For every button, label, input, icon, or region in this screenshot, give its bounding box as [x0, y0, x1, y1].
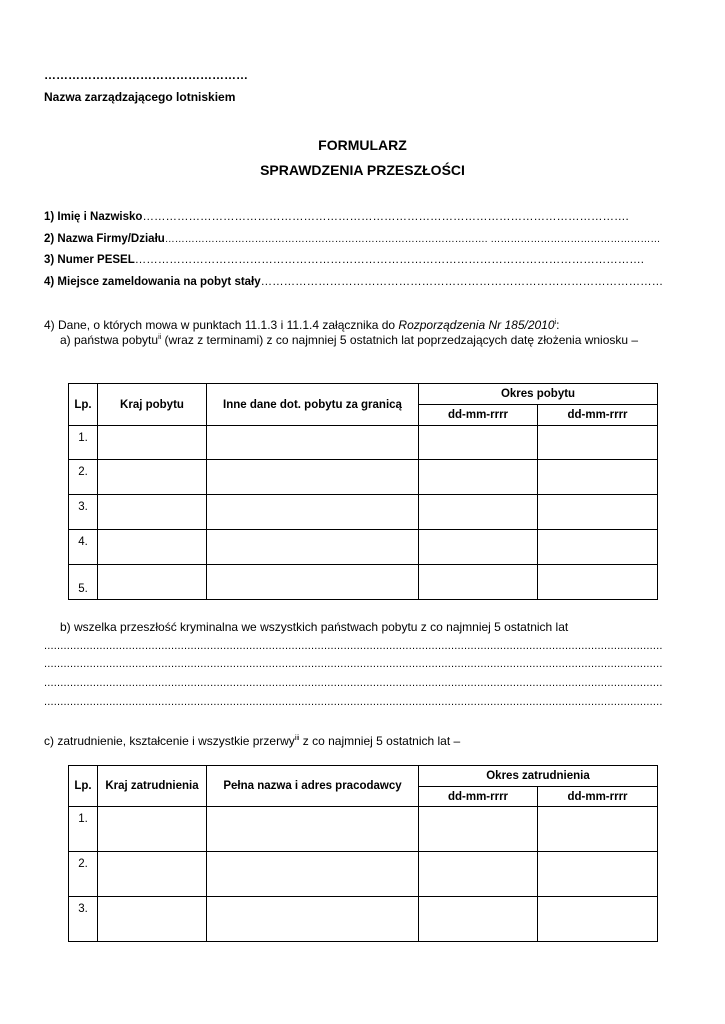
- section4-intro-end: :: [556, 318, 560, 332]
- footnote-ref-ii: ii: [158, 334, 162, 341]
- field-pesel-fill[interactable]: …………………………………………………………………………………………………………………….: [134, 254, 644, 266]
- section-c-start: c) zatrudnienie, kształcenie i wszystkie przerwy: [44, 734, 295, 748]
- table-row: [69, 897, 658, 942]
- section4-intro: [44, 318, 559, 332]
- employment-header-date-from: dd-mm-rrrr: [419, 787, 538, 807]
- regulation-reference: Rozporządzenia Nr 185/2010: [398, 318, 555, 332]
- residence-cell-country[interactable]: [98, 565, 207, 600]
- field-residence[interactable]: [44, 276, 666, 288]
- form-title: FORMULARZ: [318, 137, 407, 153]
- residence-header-country: Kraj pobytu: [98, 384, 207, 426]
- residence-cell-other[interactable]: [207, 565, 419, 600]
- section-b-text: b) wszelka przeszłość kryminalna we wszystkich państwach pobytu z co najmniej 5 ostatnich lat: [60, 620, 569, 634]
- row-number: 2.: [69, 460, 98, 495]
- row-number: 1.: [69, 426, 98, 460]
- residence-cell-other[interactable]: [207, 530, 419, 565]
- residence-cell-country[interactable]: [98, 460, 207, 495]
- field-pesel[interactable]: [44, 254, 666, 266]
- table-row: [69, 807, 658, 852]
- section-c-end: z co najmniej 5 ostatnich lat –: [299, 734, 461, 748]
- residence-cell-to[interactable]: [538, 426, 658, 460]
- employment-cell-from[interactable]: [419, 897, 538, 942]
- employment-header-lp: Lp.: [69, 766, 98, 807]
- row-number: 1.: [69, 807, 98, 852]
- criminal-record-line[interactable]: ..............................................................................................................................................................................................: [44, 658, 663, 670]
- employment-cell-employer[interactable]: [207, 897, 419, 942]
- table-row: [69, 852, 658, 897]
- residence-table: [68, 383, 658, 600]
- table-row: [69, 530, 658, 565]
- field-company[interactable]: [44, 233, 666, 245]
- airport-operator-label: Nazwa zarządzającego lotniskiem: [44, 90, 236, 104]
- field-company-fill[interactable]: ……………………………………………………………………………………. ……………………………………………: [164, 234, 661, 245]
- residence-cell-from[interactable]: [419, 460, 538, 495]
- section4-a-text: [60, 333, 638, 347]
- residence-cell-country[interactable]: [98, 530, 207, 565]
- row-number: 2.: [69, 852, 98, 897]
- employment-cell-to[interactable]: [538, 852, 658, 897]
- field-residence-label: 4) Miejsce zameldowania na pobyt stały: [44, 276, 261, 288]
- residence-cell-other[interactable]: [207, 460, 419, 495]
- employment-header-country: Kraj zatrudnienia: [98, 766, 207, 807]
- criminal-record-line[interactable]: ..............................................................................................................................................................................................: [44, 640, 663, 652]
- table-row: [69, 460, 658, 495]
- criminal-record-line[interactable]: ..............................................................................................................................................................................................: [44, 696, 663, 708]
- residence-cell-country[interactable]: [98, 426, 207, 460]
- employment-cell-country[interactable]: [98, 807, 207, 852]
- residence-header-date-to: dd-mm-rrrr: [538, 405, 658, 426]
- employment-cell-to[interactable]: [538, 807, 658, 852]
- employment-cell-employer[interactable]: [207, 807, 419, 852]
- table-row: [69, 565, 658, 600]
- table-row: [69, 426, 658, 460]
- employment-cell-country[interactable]: [98, 897, 207, 942]
- residence-header-date-from: dd-mm-rrrr: [419, 405, 538, 426]
- residence-header-other: Inne dane dot. pobytu za granicą: [207, 384, 419, 426]
- section4-a-start: a) państwa pobytu: [60, 333, 159, 347]
- section4-a-end: (wraz z terminami) z co najmniej 5 ostatnich lat poprzedzających datę złożenia wniosku –: [161, 333, 639, 347]
- residence-header-period: Okres pobytu: [419, 384, 658, 405]
- residence-cell-country[interactable]: [98, 495, 207, 530]
- form-subtitle: SPRAWDZENIA PRZESZŁOŚCI: [260, 162, 465, 178]
- employment-header-employer: Pełna nazwa i adres pracodawcy: [207, 766, 419, 807]
- field-name[interactable]: [44, 211, 666, 223]
- field-name-fill[interactable]: ……………………………………………………………………………………………………………….: [142, 211, 629, 223]
- criminal-record-line[interactable]: ..............................................................................................................................................................................................: [44, 677, 663, 689]
- residence-cell-from[interactable]: [419, 426, 538, 460]
- residence-cell-from[interactable]: [419, 565, 538, 600]
- section-c-text: [44, 734, 460, 748]
- section4-intro-text: 4) Dane, o których mowa w punktach 11.1.3 i 11.1.4 załącznika do: [44, 318, 399, 332]
- residence-cell-to[interactable]: [538, 565, 658, 600]
- employment-cell-from[interactable]: [419, 807, 538, 852]
- employment-cell-from[interactable]: [419, 852, 538, 897]
- employment-cell-to[interactable]: [538, 897, 658, 942]
- residence-cell-other[interactable]: [207, 495, 419, 530]
- footnote-ref-iii: iii: [294, 735, 300, 742]
- field-name-label: 1) Imię i Nazwisko: [44, 211, 143, 223]
- employment-cell-employer[interactable]: [207, 852, 419, 897]
- field-company-label: 2) Nazwa Firmy/Działu: [44, 233, 165, 245]
- row-number: 5.: [69, 565, 98, 600]
- residence-cell-to[interactable]: [538, 530, 658, 565]
- employment-table: [68, 765, 658, 942]
- employment-cell-country[interactable]: [98, 852, 207, 897]
- field-pesel-label: 3) Numer PESEL: [44, 254, 135, 266]
- employment-header-date-to: dd-mm-rrrr: [538, 787, 658, 807]
- residence-cell-from[interactable]: [419, 495, 538, 530]
- airport-operator-dotted-line[interactable]: ……………………………………………: [44, 68, 248, 82]
- footnote-ref-i: i: [554, 319, 557, 326]
- row-number: 3.: [69, 897, 98, 942]
- field-residence-fill[interactable]: ……………………………………………………………………………………………: [260, 276, 664, 288]
- residence-cell-other[interactable]: [207, 426, 419, 460]
- residence-cell-to[interactable]: [538, 495, 658, 530]
- row-number: 3.: [69, 495, 98, 530]
- employment-header-period: Okres zatrudnienia: [419, 766, 658, 787]
- row-number: 4.: [69, 530, 98, 565]
- residence-cell-to[interactable]: [538, 460, 658, 495]
- table-row: [69, 495, 658, 530]
- residence-cell-from[interactable]: [419, 530, 538, 565]
- residence-header-lp: Lp.: [69, 384, 98, 426]
